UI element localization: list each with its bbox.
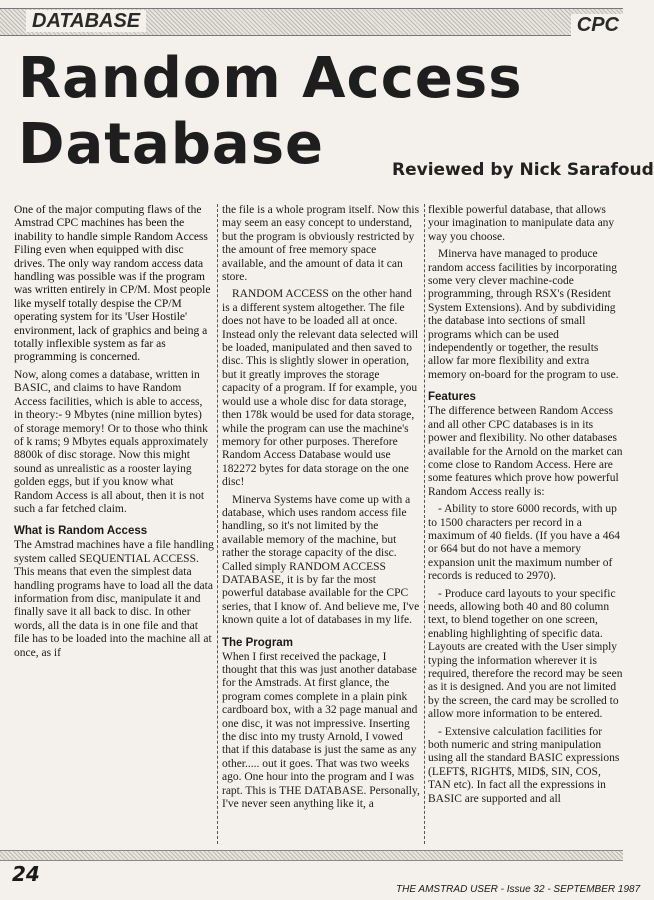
- column-divider: [217, 204, 218, 844]
- bullet-paragraph: - Produce card layouts to your specific needs, allowing both 40 and 80 column text, to blend together on one screen, enabling highlighting of specific data. Layouts are created with the User simply typing the information wherever it is required, therefore the record may be seen as it is designed. And you are not limited by the screen, the card may be scrolled to allow more information to be entered.: [428, 587, 623, 721]
- section-heading: What is Random Access: [14, 525, 148, 538]
- section-heading: The Program: [222, 636, 293, 649]
- section-label: DATABASE: [26, 10, 146, 32]
- paragraph: Now, along comes a database, written in BASIC, and claims to have Random Access facilities, which is able to access, in theory:- 9 Mbytes (nine million bytes) of storage memory! Or to those who think of k rams; 9 Mbytes equals approximately 8800k of disc storage. Now this might sound as unrealistic as a rooster laying golden eggs, but if you know what Random Access is all about, then it is not such a far fetched claim.: [14, 368, 209, 515]
- footer-bar: [0, 850, 623, 861]
- column-2: [222, 204, 420, 815]
- title-line-2: Database: [18, 112, 325, 177]
- paragraph: RANDOM ACCESS on the other hand is a different system altogether. The file does not have to be loaded all at once. Instead only the relevant data selected will be loaded, manipulated and then saved to disc. This is slightly slower in operation, but it greatly improves the storage capacity of a program. If for example, you would use a whole disc for data storage, then 178k would be used for data storage, while the program can use the machine's memory for other purposes. Therefore Random Access Database would use 182272 bytes for data storage on the one disc!: [222, 288, 419, 489]
- bullet-paragraph: - Extensive calculation facilities for both numeric and string manipulation using all the standard BASIC expressions (LEFT$, RIGHT$, MID$, SIN, COS, TAN etc). In fact all the expressions in BASIC are supported and all: [428, 725, 620, 805]
- paragraph: The difference between Random Access and all other CPC databases is in its power and flexibility. No other databases available for the Arnold on the market can come close to Random Access. Here are some features which prove how powerful Random Access really is:: [428, 405, 623, 498]
- paragraph: When I first received the package, I thought that this was just another database for the Amstrads. At first glance, the program comes complete in a plain pink cardboard box, with a 32 page manual and one disc, it was not impressive. Inserting the disc into my trusty Arnold, I vowed that if this database is just the same as any other..... out it goes. That was two weeks ago. One hour into the program and I was rapt. This is THE DATABASE. Personally, I've never seen anything like it, a: [222, 650, 420, 811]
- title-line-1: Random Access: [18, 46, 523, 111]
- paragraph: the file is a whole program itself. Now this may seem an easy concept to understand, but the program is obviously restricted by the amount of free memory space available, and the amount of data it can store.: [222, 204, 420, 284]
- byline: Reviewed by Nick Sarafoud: [392, 160, 654, 180]
- intro-paragraph: One of the major computing flaws of the Amstrad CPC machines has been the inability to handle simple Random Access Filing even when equipped with disc drives. The only way random access data handling was possible was if the program was written entirely in CP/M. Most people like myself totally despise the CP/M operating system for its 'User Hostile' environment, lack of graphics and being a totally inflexible system as far as programming is concerned.: [14, 204, 211, 364]
- bullet-paragraph: - Ability to store 6000 records, with up to 1500 characters per record in a maximum of 40 fields. (If you have a 464 or 664 but do not have a memory expansion unit the maximum number of records is reduced to 2970).: [428, 503, 620, 583]
- paragraph: The Amstrad machines have a file handling system called SEQUENTIAL ACCESS. This means that even the simplest data handling programs have to load all the data information from disc, manipulate it and finally save it all back to disc. In other words, all the data is in one file and that file has to be loaded into the machine all at once, as if: [14, 539, 214, 659]
- platform-tag: CPC: [571, 14, 623, 36]
- section-heading: Features: [428, 391, 476, 404]
- paragraph: Minerva Systems have come up with a database, which uses random access file handling, so it's not limited by the available memory of the machine, but rather the storage capacity of the disc. Called simply RANDOM ACCESS DATABASE, it is by far the most powerful database available for the CPC series, that I know of. And believe me, I've known quite a lot of databases in my life.: [222, 493, 420, 627]
- column-3: [428, 204, 623, 810]
- page-number: 24: [12, 862, 40, 886]
- paragraph: Minerva have managed to produce random access facilities by incorporating some very clever machine-code programming, through RSX's (Resident System Extensions). And by subdividing the database into sections of small programs which can be used independently or together, the results allow far more flexibility and extra memory on-board for the program to use.: [428, 248, 619, 381]
- paragraph: flexible powerful database, that allows your imagination to manipulate data any way you choose.: [428, 204, 615, 243]
- article-title: [18, 46, 523, 178]
- column-divider: [424, 204, 425, 844]
- column-1: [14, 204, 214, 664]
- publication-footer: THE AMSTRAD USER - Issue 32 - SEPTEMBER 1987: [396, 884, 641, 895]
